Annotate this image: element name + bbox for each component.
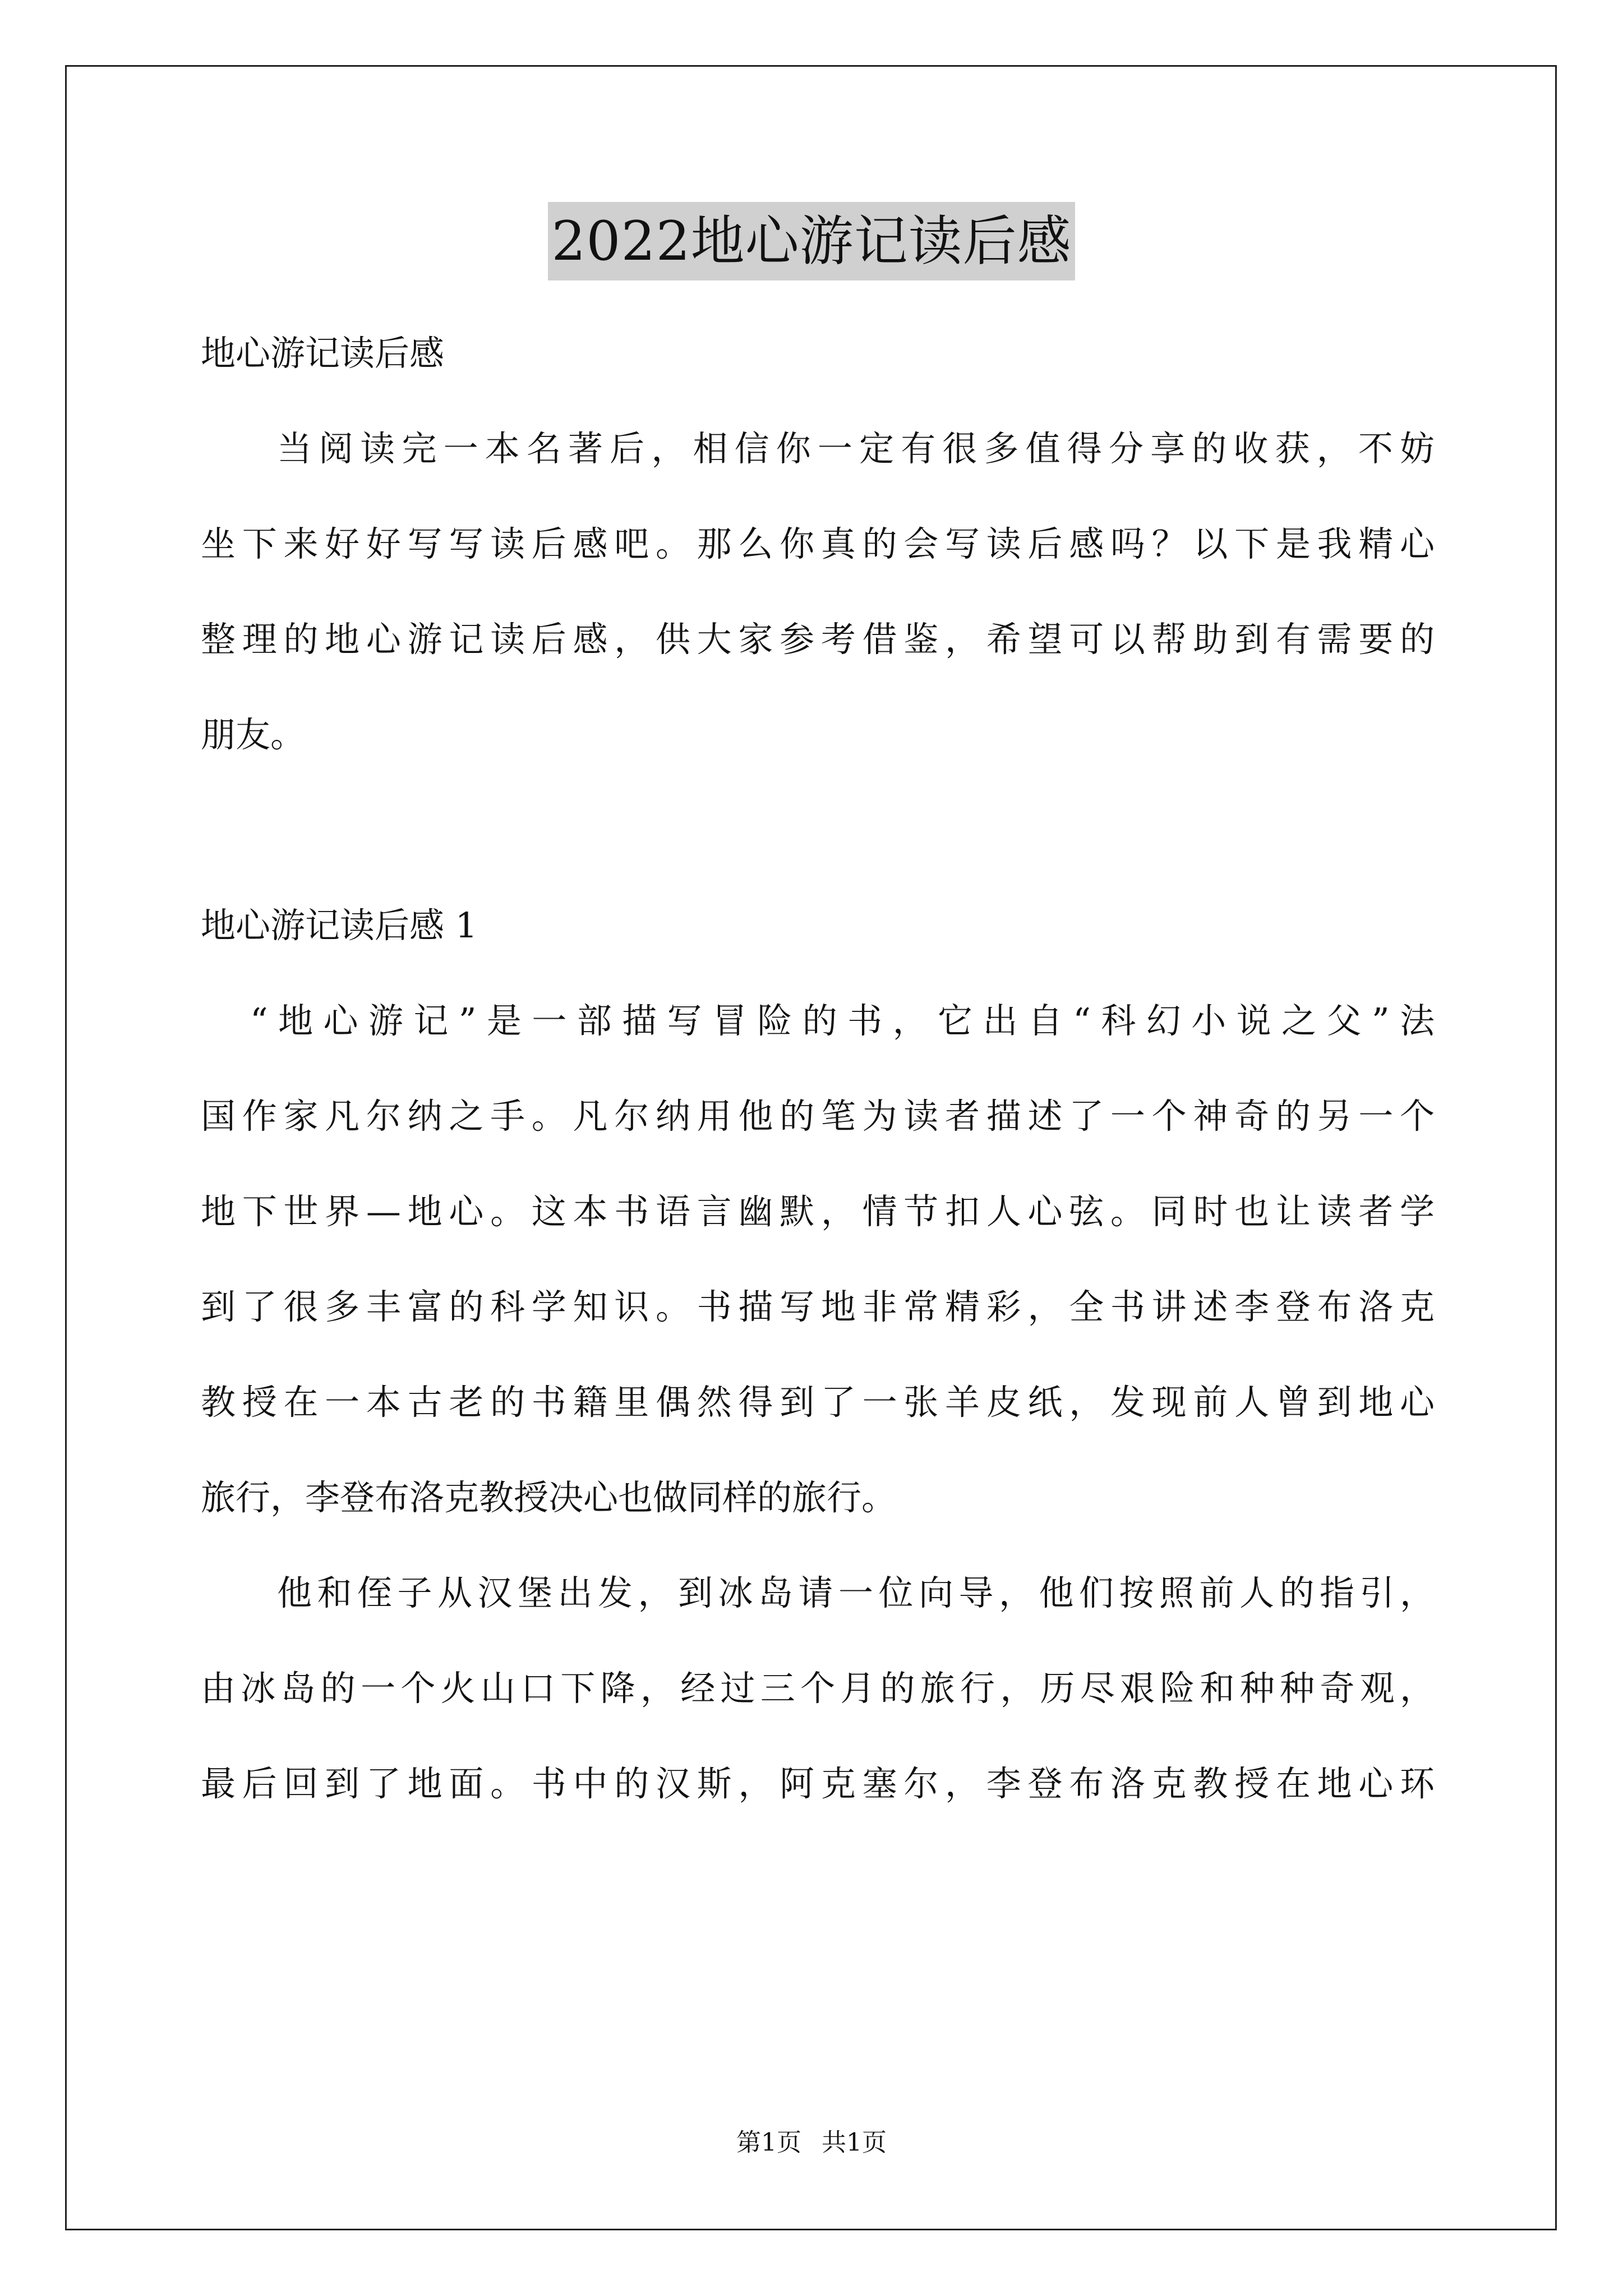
document-title: 2022地心游记读后感 (548, 202, 1075, 280)
section-1-paragraph-2 (201, 1545, 1435, 1832)
document-body (201, 306, 1435, 1832)
paragraph-line: 朋友。 (201, 714, 306, 755)
paragraph-line: 教授在一本古老的书籍里偶然得到了一张羊皮纸，发现前人曾到地心 (201, 1382, 1435, 1423)
section-1-paragraph-1 (201, 973, 1435, 1545)
paragraph-line: 旅行，李登布洛克教授决心也做同样的旅行。 (201, 1477, 897, 1518)
page-footer: 第1页 共1页 (736, 2128, 887, 2157)
section-gap (201, 783, 1435, 878)
paragraph-line: 国作家凡尔纳之手。凡尔纳用他的笔为读者描述了一个神奇的另一个 (201, 1096, 1435, 1137)
paragraph-line: 坐下来好好写写读后感吧。那么你真的会写读后感吗？以下是我精心 (201, 523, 1435, 564)
paragraph-line: 他和侄子从汉堡出发，到冰岛请一位向导，他们按照前人的指引， (277, 1572, 1435, 1613)
paragraph-line: 整理的地心游记读后感，供大家参考借鉴，希望可以帮助到有需要的 (201, 619, 1435, 660)
paragraph-line: 地下世界—地心。这本书语言幽默，情节扣人心弦。同时也让读者学 (201, 1191, 1435, 1232)
paragraph-line: 当阅读完一本名著后，相信你一定有很多值得分享的收获，不妨 (277, 428, 1435, 469)
paragraph-line: 最后回到了地面。书中的汉斯，阿克塞尔，李登布洛克教授在地心环 (201, 1763, 1435, 1804)
title-container (0, 202, 1623, 280)
intro-heading: 地心游记读后感 (201, 333, 445, 374)
paragraph-line: “地心游记”是一部描写冒险的书，它出自“科幻小说之父”法 (250, 1000, 1435, 1041)
paragraph-line: 到了很多丰富的科学知识。书描写地非常精彩，全书讲述李登布洛克 (201, 1286, 1435, 1327)
paragraph-line: 由冰岛的一个火山口下降，经过三个月的旅行，历尽艰险和种种奇观， (201, 1668, 1435, 1709)
intro-paragraph (201, 401, 1435, 783)
section-heading-1: 地心游记读后感 1 (201, 905, 478, 946)
